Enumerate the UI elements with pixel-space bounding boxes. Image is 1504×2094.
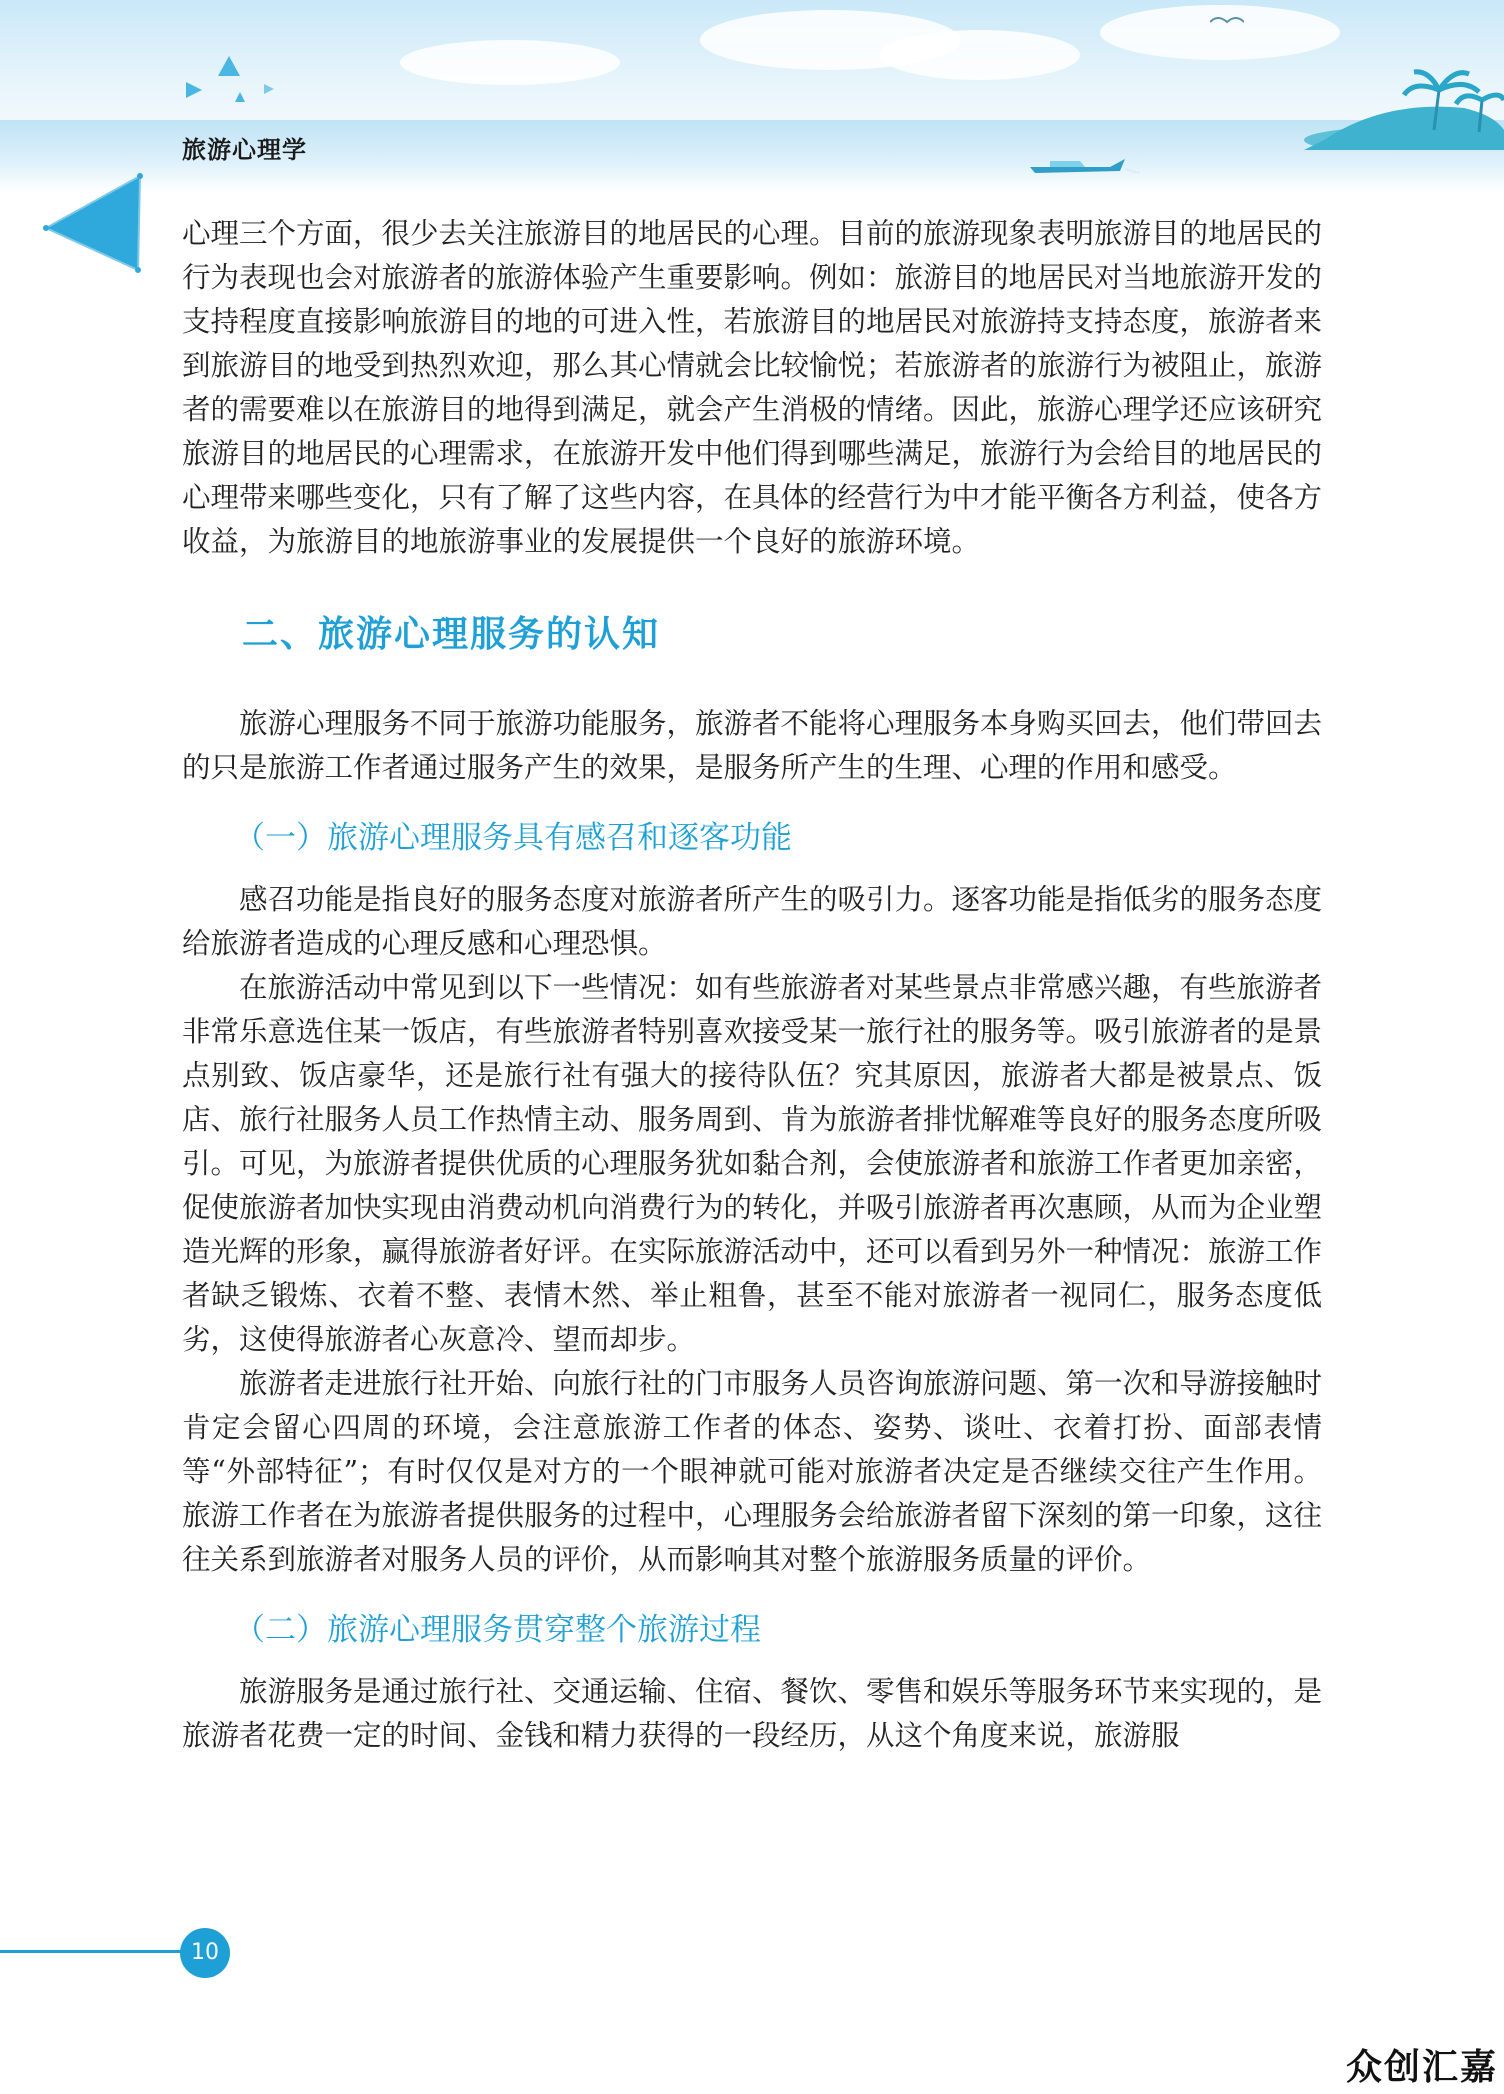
main-content bbox=[182, 212, 1322, 1758]
body-paragraph: 感召功能是指良好的服务态度对旅游者所产生的吸引力。逐客功能是指低劣的服务态度给旅游者造成的心理反感和心理恐惧。 bbox=[182, 883, 1323, 960]
body-paragraph: 旅游服务是通过旅行社、交通运输、住宿、餐饮、零售和娱乐等服务环节来实现的，是旅游者花费一定的时间、金钱和精力获得的一段经历，从这个角度来说，旅游服 bbox=[182, 1675, 1323, 1752]
speedboat-icon bbox=[1030, 155, 1140, 177]
body-paragraph: 旅游心理服务不同于旅游功能服务，旅游者不能将心理服务本身购买回去，他们带回去的只是旅游工作者通过服务产生的效果，是服务所产生的生理、心理的作用和感受。 bbox=[182, 707, 1323, 784]
decorative-triangle-icon bbox=[264, 84, 274, 94]
running-header-title: 旅游心理学 bbox=[182, 136, 307, 164]
seagull-icon bbox=[1210, 14, 1244, 28]
page-number: 10 bbox=[180, 1928, 230, 1978]
decorative-triangle-icon bbox=[40, 170, 150, 280]
body-paragraph: 心理三个方面，很少去关注旅游目的地居民的心理。目前的旅游现象表明旅游目的地居民的行为表现也会对旅游者的旅游体验产生重要影响。例如：旅游目的地居民对当地旅游开发的支持程度直接影响旅游目的地的可进入性，若旅游目的地居民对旅游持支持态度，旅游者来到旅游目的地受到热烈欢迎，那么其心情就会比较愉悦；若旅游者的旅游行为被阻止，旅游者的需要难以在旅游目的地得到满足，就会产生消极的情绪。因此，旅游心理学还应该研究旅游目的地居民的心理需求，在旅游开发中他们得到哪些满足，旅游行为会给目的地居民的心理带来哪些变化，只有了解了这些内容，在具体的经营行为中才能平衡各方利益，使各方收益，为旅游目的地旅游事业的发展提供一个良好的旅游环境。 bbox=[182, 217, 1323, 558]
cloud bbox=[400, 40, 620, 85]
subsection-heading: （一）旅游心理服务具有感召和逐客功能 bbox=[234, 820, 792, 856]
decorative-triangle-icon bbox=[235, 92, 245, 102]
subsection-heading: （二）旅游心理服务贯穿整个旅游过程 bbox=[234, 1612, 761, 1648]
decorative-triangle-icon bbox=[218, 56, 240, 76]
page-header-banner bbox=[0, 0, 1504, 192]
watermark-logo: 众创汇嘉 bbox=[1345, 2047, 1498, 2088]
decorative-triangle-icon bbox=[186, 82, 202, 98]
footer-rule bbox=[0, 1950, 190, 1953]
body-paragraph: 在旅游活动中常见到以下一些情况：如有些旅游者对某些景点非常感兴趣，有些旅游者非常乐意选住某一饭店，有些旅游者特别喜欢接受某一旅行社的服务等。吸引旅游者的是景点别致、饭店豪华，还是旅行社有强大的接待队伍？究其原因，旅游者大都是被景点、饭店、旅行社服务人员工作热情主动、服务周到、肯为旅游者排忧解难等良好的服务态度所吸引。可见，为旅游者提供优质的心理服务犹如黏合剂，会使旅游者和旅游工作者更加亲密，促使旅游者加快实现由消费动机向消费行为的转化，并吸引旅游者再次惠顾，从而为企业塑造光辉的形象，赢得旅游者好评。在实际旅游活动中，还可以看到另外一种情况：旅游工作者缺乏锻炼、衣着不整、表情木然、举止粗鲁，甚至不能对旅游者一视同仁，服务态度低劣，这使得旅游者心灰意冷、望而却步。 bbox=[182, 971, 1323, 1356]
body-paragraph: 旅游者走进旅行社开始、向旅行社的门市服务人员咨询旅游问题、第一次和导游接触时肯定会留心四周的环境，会注意旅游工作者的体态、姿势、谈吐、衣着打扮、面部表情等“外部特征”；有时仅仅是对方的一个眼神就可能对旅游者决定是否继续交往产生作用。旅游工作者在为旅游者提供服务的过程中，心理服务会给旅游者留下深刻的第一印象，这往往关系到旅游者对服务人员的评价，从而影响其对整个旅游服务质量的评价。 bbox=[182, 1367, 1323, 1576]
cloud bbox=[880, 30, 1080, 80]
section-heading: 二、旅游心理服务的认知 bbox=[242, 614, 661, 655]
palm-island-icon bbox=[1264, 60, 1504, 150]
